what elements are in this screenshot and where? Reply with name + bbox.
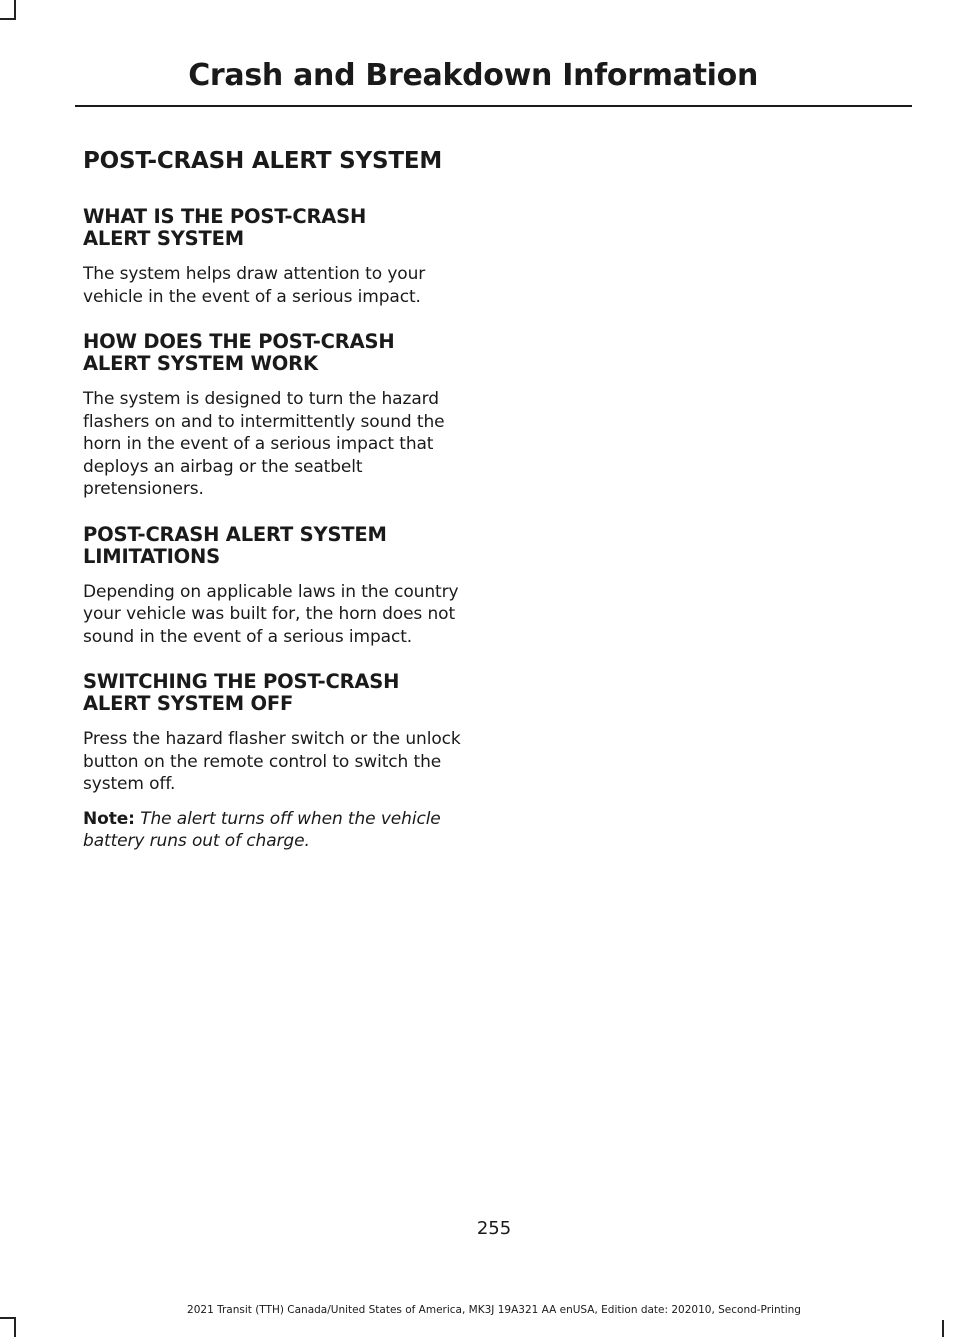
heading-line: ALERT SYSTEM <box>83 227 244 250</box>
heading-line: SWITCHING THE POST-CRASH <box>83 670 400 693</box>
note-text: The alert turns off when the vehicle battery runs out of charge. <box>83 808 441 851</box>
crop-mark-bottom-left <box>0 1317 14 1319</box>
section-paragraph: The system is designed to turn the hazard flashers on and to intermittently sound the horn in the event of a serious impact that deploys an airbag or the seatbelt pretensioners. <box>83 389 445 499</box>
crop-mark-top-left <box>0 18 14 20</box>
note-label: Note: <box>83 808 135 829</box>
heading-line: ALERT SYSTEM WORK <box>83 352 318 375</box>
heading-line: WHAT IS THE POST-CRASH <box>83 205 367 228</box>
heading-line: HOW DOES THE POST-CRASH <box>83 330 395 353</box>
section-limitations <box>83 524 483 649</box>
section-heading <box>83 206 483 250</box>
section-heading <box>83 331 483 375</box>
running-header-title: Crash and Breakdown Information <box>188 58 758 93</box>
section-what-is <box>83 206 483 308</box>
note <box>83 808 483 853</box>
section-how-it-works <box>83 331 483 501</box>
heading-line: POST-CRASH ALERT SYSTEM <box>83 522 387 546</box>
section-paragraph: The system helps draw attention to your vehicle in the event of a serious impact. <box>83 264 426 307</box>
heading-line: LIMITATIONS <box>83 544 221 568</box>
section-heading <box>83 524 483 568</box>
footer-edition-info: 2021 Transit (TTH) Canada/United States of America, MK3J 19A321 AA enUSA, Edition date: 202010, Second-Printing <box>187 1304 801 1316</box>
section-switching-off <box>83 671 483 796</box>
page-number: 255 <box>476 1218 512 1239</box>
section-paragraph: Press the hazard flasher switch or the unlock button on the remote control to switch the system off. <box>83 729 461 794</box>
crop-mark-top-left <box>14 0 16 20</box>
heading-line: ALERT SYSTEM OFF <box>83 692 294 715</box>
crop-mark-bottom-left <box>14 1317 16 1337</box>
crop-mark-bottom-right <box>942 1320 944 1337</box>
chapter-title: POST-CRASH ALERT SYSTEM <box>83 148 443 174</box>
header-rule <box>75 105 912 107</box>
section-paragraph: Depending on applicable laws in the country your vehicle was built for, the horn does not sound in the event of a serious impact. <box>83 581 459 647</box>
main-content <box>83 144 483 853</box>
section-heading <box>83 671 483 715</box>
